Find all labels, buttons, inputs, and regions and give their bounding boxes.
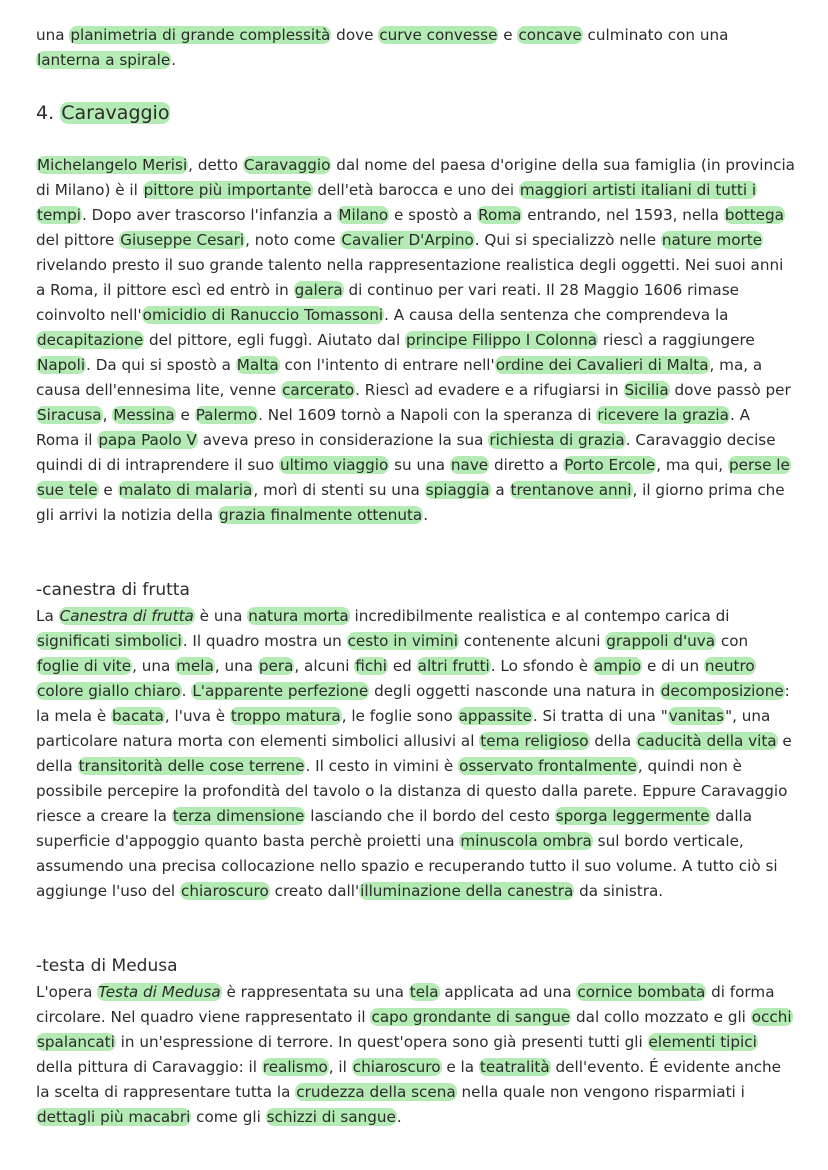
text-run: , noto come — [245, 231, 341, 249]
highlighted-text: tema religioso — [480, 732, 589, 750]
text-run: dalla superficie d'appoggio quanto basta perchè proietti una — [36, 807, 753, 850]
highlighted-text: ricevere la grazia — [597, 406, 729, 424]
highlighted-text: trentanove anni — [510, 481, 632, 499]
highlighted-text: sporga leggermente — [555, 807, 710, 825]
highlighted-text: lanterna a spirale — [37, 51, 171, 69]
text-run: , le foglie sono — [341, 707, 458, 725]
highlighted-text: osservato frontalmente — [459, 757, 637, 775]
highlighted-text: L'apparente perfezione — [192, 682, 369, 700]
text-run: : la mela è — [36, 682, 790, 725]
text-run: . — [396, 1108, 402, 1126]
highlighted-text: malato di malaria — [118, 481, 253, 499]
highlighted-text: richiesta di grazia — [489, 431, 625, 449]
text-run: a — [490, 481, 510, 499]
text-run: , — [102, 406, 113, 424]
text-run: incredibilmente realistica e al contempo carica di — [349, 607, 730, 625]
highlighted-text: chiaroscuro — [352, 1058, 441, 1076]
highlighted-text: carcerato — [282, 381, 355, 399]
highlighted-text: Cavalier D'Arpino — [341, 231, 474, 249]
highlighted-text: decapitazione — [37, 331, 144, 349]
text-run: nella quale non vengono risparmiati i — [456, 1083, 745, 1101]
highlighted-text: maggiori artisti italiani di tutti i tempi — [37, 181, 757, 224]
highlighted-text: perse le sue tele — [37, 456, 790, 499]
text-run: e — [98, 481, 118, 499]
highlighted-text: altri frutti — [417, 657, 490, 675]
highlighted-text: Messina — [113, 406, 175, 424]
text-run: diretto a — [489, 456, 564, 474]
canestra-heading: -canestra di frutta — [36, 580, 190, 600]
section-title: Caravaggio — [61, 102, 170, 124]
text-run: , una — [214, 657, 258, 675]
highlighted-text: neutro colore giallo chiaro — [37, 657, 755, 700]
text-run: . Caravaggio decise quindi di di intraprendere il suo — [36, 431, 776, 474]
text-run: ", una particolare natura morta con elementi simbolici allusivi al — [36, 707, 771, 750]
text-run: da sinistra. — [574, 882, 664, 900]
text-run: di forma circolare. Nel quadro viene rappresentato il — [36, 983, 775, 1026]
text-run: di continuo per vari reati. Il 28 Maggio 1606 rimase coinvolto nell' — [36, 281, 739, 324]
text-run: , ma qui, — [656, 456, 728, 474]
highlighted-text: planimetria di grande complessità — [70, 26, 331, 44]
text-run: . Riescì ad evadere e a rifugiarsi in — [355, 381, 624, 399]
text-run: del pittore, egli fuggì. Aiutato dal — [144, 331, 405, 349]
text-run: . Da qui si spostò a — [86, 356, 236, 374]
highlighted-text: omicidio di Ranuccio Tomassoni — [142, 306, 384, 324]
text-run: . Il cesto in vimini è — [305, 757, 459, 775]
text-run: , alcuni — [294, 657, 355, 675]
text-run: culminato con una — [582, 26, 729, 44]
text-run: . Qui si specializzò nelle — [474, 231, 661, 249]
text-run: e di un — [642, 657, 704, 675]
highlighted-text: pera — [258, 657, 294, 675]
text-run: ed — [388, 657, 417, 675]
highlighted-text: illuminazione della canestra — [360, 882, 574, 900]
highlighted-text: concave — [518, 26, 582, 44]
highlighted-text: vanitas — [668, 707, 725, 725]
highlighted-text: papa Paolo V — [98, 431, 197, 449]
highlighted-text: ordine dei Cavalieri di Malta — [495, 356, 709, 374]
section-heading — [36, 100, 170, 126]
medusa-paragraph — [36, 980, 796, 1130]
text-run: è rappresentata su una — [221, 983, 409, 1001]
text-run: e spostò a — [389, 206, 478, 224]
text-run: . A causa della sentenza che comprendeva la — [384, 306, 729, 324]
text-run: e della — [36, 732, 792, 775]
highlighted-text: cesto in vimini — [347, 632, 458, 650]
text-run: creato dall' — [269, 882, 360, 900]
highlighted-text: pittore più importante — [143, 181, 312, 199]
text-run: degli oggetti nasconde una natura in — [369, 682, 660, 700]
highlighted-text: Palermo — [195, 406, 258, 424]
highlighted-text: elementi tipici — [648, 1033, 757, 1051]
highlighted-text: transitorità delle cose terrene — [78, 757, 305, 775]
highlighted-text: Milano — [338, 206, 389, 224]
highlighted-text: ultimo viaggio — [280, 456, 389, 474]
highlighted-text: Porto Ercole — [564, 456, 656, 474]
text-run: dal nome del paesa d'origine della sua famiglia (in provincia di Milano) è il — [36, 156, 795, 199]
text-run: riescì a raggiungere — [598, 331, 755, 349]
highlighted-text: caducità della vita — [636, 732, 777, 750]
text-run: e — [175, 406, 195, 424]
highlighted-text: troppo matura — [230, 707, 341, 725]
text-run: sul bordo verticale, assumendo una precisa collocazione nello spazio e recuperando tutto il suo volume. A tutto ciò si aggiunge l'uso del — [36, 832, 778, 900]
highlighted-text: minuscola ombra — [460, 832, 592, 850]
text-run: . Il quadro mostra un — [182, 632, 347, 650]
text-run: come gli — [191, 1108, 266, 1126]
section-number: 4. — [36, 102, 55, 124]
highlighted-text: principe Filippo I Colonna — [406, 331, 598, 349]
highlighted-text: spiaggia — [425, 481, 490, 499]
highlighted-text: decomposizione — [660, 682, 784, 700]
text-run: aveva preso in considerazione la sua — [197, 431, 489, 449]
text-run: dell'evento. É evidente anche la scelta di rappresentare tutta la — [36, 1058, 782, 1101]
highlighted-text: significati simbolici — [37, 632, 182, 650]
text-run: con l'intento di entrare nell' — [279, 356, 495, 374]
text-run: , l'uva è — [164, 707, 230, 725]
text-run: della — [589, 732, 636, 750]
highlighted-text: galera — [294, 281, 343, 299]
highlighted-text: terza dimensione — [172, 807, 305, 825]
text-run: con — [716, 632, 749, 650]
text-run: . — [423, 506, 429, 524]
text-run: . A Roma il — [36, 406, 750, 449]
biography-paragraph — [36, 153, 796, 528]
highlighted-text: Testa di Medusa — [98, 983, 221, 1001]
text-run: entrando, nel 1593, nella — [522, 206, 724, 224]
text-run: La — [36, 607, 59, 625]
highlighted-text: Michelangelo Merisi — [37, 156, 188, 174]
highlighted-text: curve convesse — [379, 26, 498, 44]
text-run: contenente alcuni — [458, 632, 606, 650]
highlighted-text: crudezza della scena — [296, 1083, 456, 1101]
highlighted-text: Sicilia — [624, 381, 669, 399]
text-run: , detto — [188, 156, 243, 174]
highlighted-text: bacata — [112, 707, 164, 725]
highlighted-text: chiaroscuro — [180, 882, 269, 900]
highlighted-text: schizzi di sangue — [266, 1108, 396, 1126]
highlighted-text: tela — [409, 983, 439, 1001]
intro-paragraph — [36, 23, 796, 73]
highlighted-text: nave — [450, 456, 489, 474]
highlighted-text: Siracusa — [37, 406, 102, 424]
highlighted-text: appassite — [458, 707, 532, 725]
text-run: . Lo sfondo è — [490, 657, 593, 675]
highlighted-text: nature morte — [661, 231, 763, 249]
highlighted-text: teatralità — [479, 1058, 550, 1076]
highlighted-text: Caravaggio — [243, 156, 331, 174]
highlighted-text: foglie di vite — [37, 657, 132, 675]
text-run: L'opera — [36, 983, 98, 1001]
text-run: , quindi non è possibile percepire la profondità del tavolo o la distanza di questo dalla parete. Eppure Caravaggio riesce a creare la — [36, 757, 788, 825]
text-run: . Si tratta di una " — [532, 707, 668, 725]
text-run: dove — [331, 26, 379, 44]
text-run: rivelando presto il suo grande talento nella rappresentazione realistica degli oggetti. Nei suoi anni a Roma, il pittore escì ed entrò in — [36, 256, 784, 299]
canestra-paragraph — [36, 604, 796, 904]
medusa-heading: -testa di Medusa — [36, 956, 178, 976]
highlighted-text: fichi — [355, 657, 388, 675]
text-run: e — [498, 26, 518, 44]
text-run: . Nel 1609 tornò a Napoli con la speranza di — [258, 406, 597, 424]
highlighted-text: mela — [176, 657, 214, 675]
text-run: del pittore — [36, 231, 120, 249]
text-run: dell'età barocca e uno dei — [312, 181, 519, 199]
highlighted-text: Canestra di frutta — [59, 607, 194, 625]
text-run: è una — [194, 607, 248, 625]
text-run: , morì di stenti su una — [253, 481, 425, 499]
text-run: . — [181, 682, 192, 700]
text-run: lasciando che il bordo del cesto — [305, 807, 555, 825]
text-run: in un'espressione di terrore. In quest'opera sono già presenti tutti gli — [115, 1033, 648, 1051]
text-run: dal collo mozzato e gli — [571, 1008, 751, 1026]
highlighted-text: Giuseppe Cesari — [120, 231, 245, 249]
text-run: , ma, a causa dell'ennesima lite, venne — [36, 356, 763, 399]
text-run: della pittura di Caravaggio: il — [36, 1058, 262, 1076]
text-run: una — [36, 26, 70, 44]
text-run: applicata ad una — [439, 983, 577, 1001]
highlighted-text: occhi spalancati — [37, 1008, 792, 1051]
highlighted-text: grappoli d'uva — [606, 632, 716, 650]
text-run: . — [171, 51, 177, 69]
highlighted-text: grazia finalmente ottenuta — [219, 506, 423, 524]
highlighted-text: Malta — [236, 356, 279, 374]
text-run: dove passò per — [669, 381, 791, 399]
highlighted-text: cornice bombata — [577, 983, 706, 1001]
text-run: , una — [132, 657, 176, 675]
text-run: . Dopo aver trascorso l'infanzia a — [81, 206, 338, 224]
text-run: , il giorno prima che gli arrivi la notizia della — [36, 481, 785, 524]
highlighted-text: capo grondante di sangue — [371, 1008, 571, 1026]
highlighted-text: bottega — [724, 206, 784, 224]
text-run: e la — [441, 1058, 479, 1076]
highlighted-text: natura morta — [248, 607, 349, 625]
highlighted-text: ampio — [593, 657, 642, 675]
text-run: su una — [389, 456, 450, 474]
highlighted-text: Roma — [478, 206, 522, 224]
highlighted-text: realismo — [262, 1058, 328, 1076]
highlighted-text: dettagli più macabri — [37, 1108, 191, 1126]
highlighted-text: Napoli — [37, 356, 86, 374]
text-run: , il — [328, 1058, 352, 1076]
